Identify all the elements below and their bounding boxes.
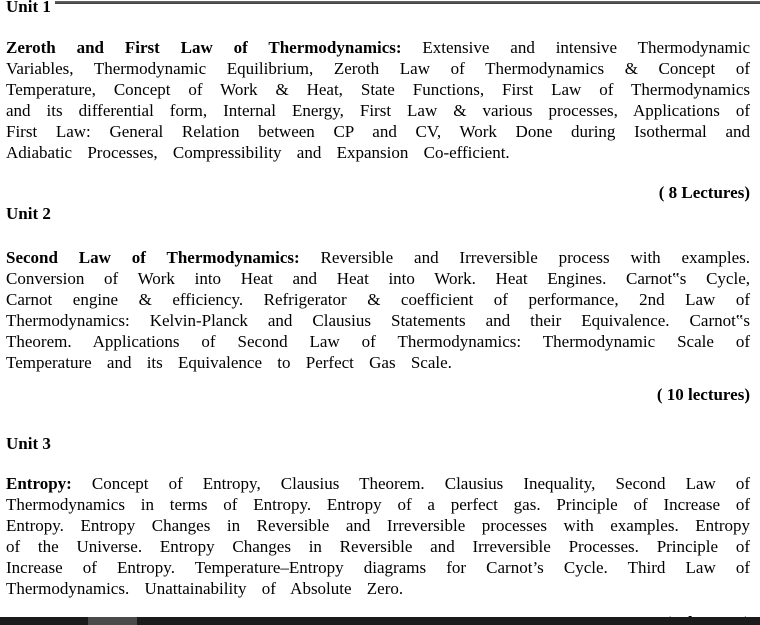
lecture-count: ( 10 lectures) (656, 385, 750, 404)
unit-paragraph (6, 247, 750, 373)
unit-1-section (0, 0, 760, 203)
unit-paragraph (6, 473, 750, 599)
unit-topic-title: Zeroth and First Law of Thermodynamics: (6, 38, 402, 57)
horizontal-scrollbar-thumb[interactable] (88, 617, 137, 625)
unit-heading: Unit 2 (6, 204, 51, 223)
unit-topic-title: Second Law of Thermodynamics: (6, 248, 300, 267)
unit-body-text: Reversible and Irreversible process with examples. Conversion of Work into Heat and Heat into Work. Heat Engines. Carnot‟s Cycle, Carnot engine & efficiency. Refrigerator & coefficient of performance, 2nd Law of Thermodynamics: Kelvin-Planck and Clausius Statements and their Equivalence. Carnot‟s Theorem. Applications of Second Law of Thermodynamics: Thermodynamic Scale of Temperature and its Equivalence to Perfect Gas Scale. (6, 248, 750, 372)
horizontal-scrollbar-track[interactable] (0, 617, 760, 625)
lecture-count: ( 8 Lectures) (658, 183, 750, 202)
unit-body-text: Concept of Entropy, Clausius Theorem. Clausius Inequality, Second Law of Thermodynamics in terms of Entropy. Entropy of a perfect gas. Principle of Increase of Entropy. Entropy Changes in Reversible and Irreversible processes with examples. Entropy of the Universe. Entropy Changes in Reversible and Irreversible Processes. Principle of Increase of Entropy. Temperature–Entropy diagrams for Carnot’s Cycle. Third Law of Thermodynamics. Unattainability of Absolute Zero. (6, 474, 750, 598)
unit-heading: Unit 3 (6, 434, 51, 453)
unit-topic-title: Entropy: (6, 474, 72, 493)
unit-body-text: Extensive and intensive Thermodynamic Variables, Thermodynamic Equilibrium, Zeroth Law of Thermodynamics & Concept of Temperature, Concept of Work & Heat, State Functions, First Law of Thermodynamics and its differential form, Internal Energy, First Law & various processes, Applications of First Law: General Relation between CP and CV, Work Done during Isothermal and Adiabatic Processes, Compressibility and Expansion Co-efficient. (6, 38, 750, 162)
unit-3-section (0, 433, 760, 625)
unit-2-section (0, 203, 760, 405)
unit-paragraph (6, 37, 750, 163)
unit-heading: Unit 1 (6, 0, 51, 16)
